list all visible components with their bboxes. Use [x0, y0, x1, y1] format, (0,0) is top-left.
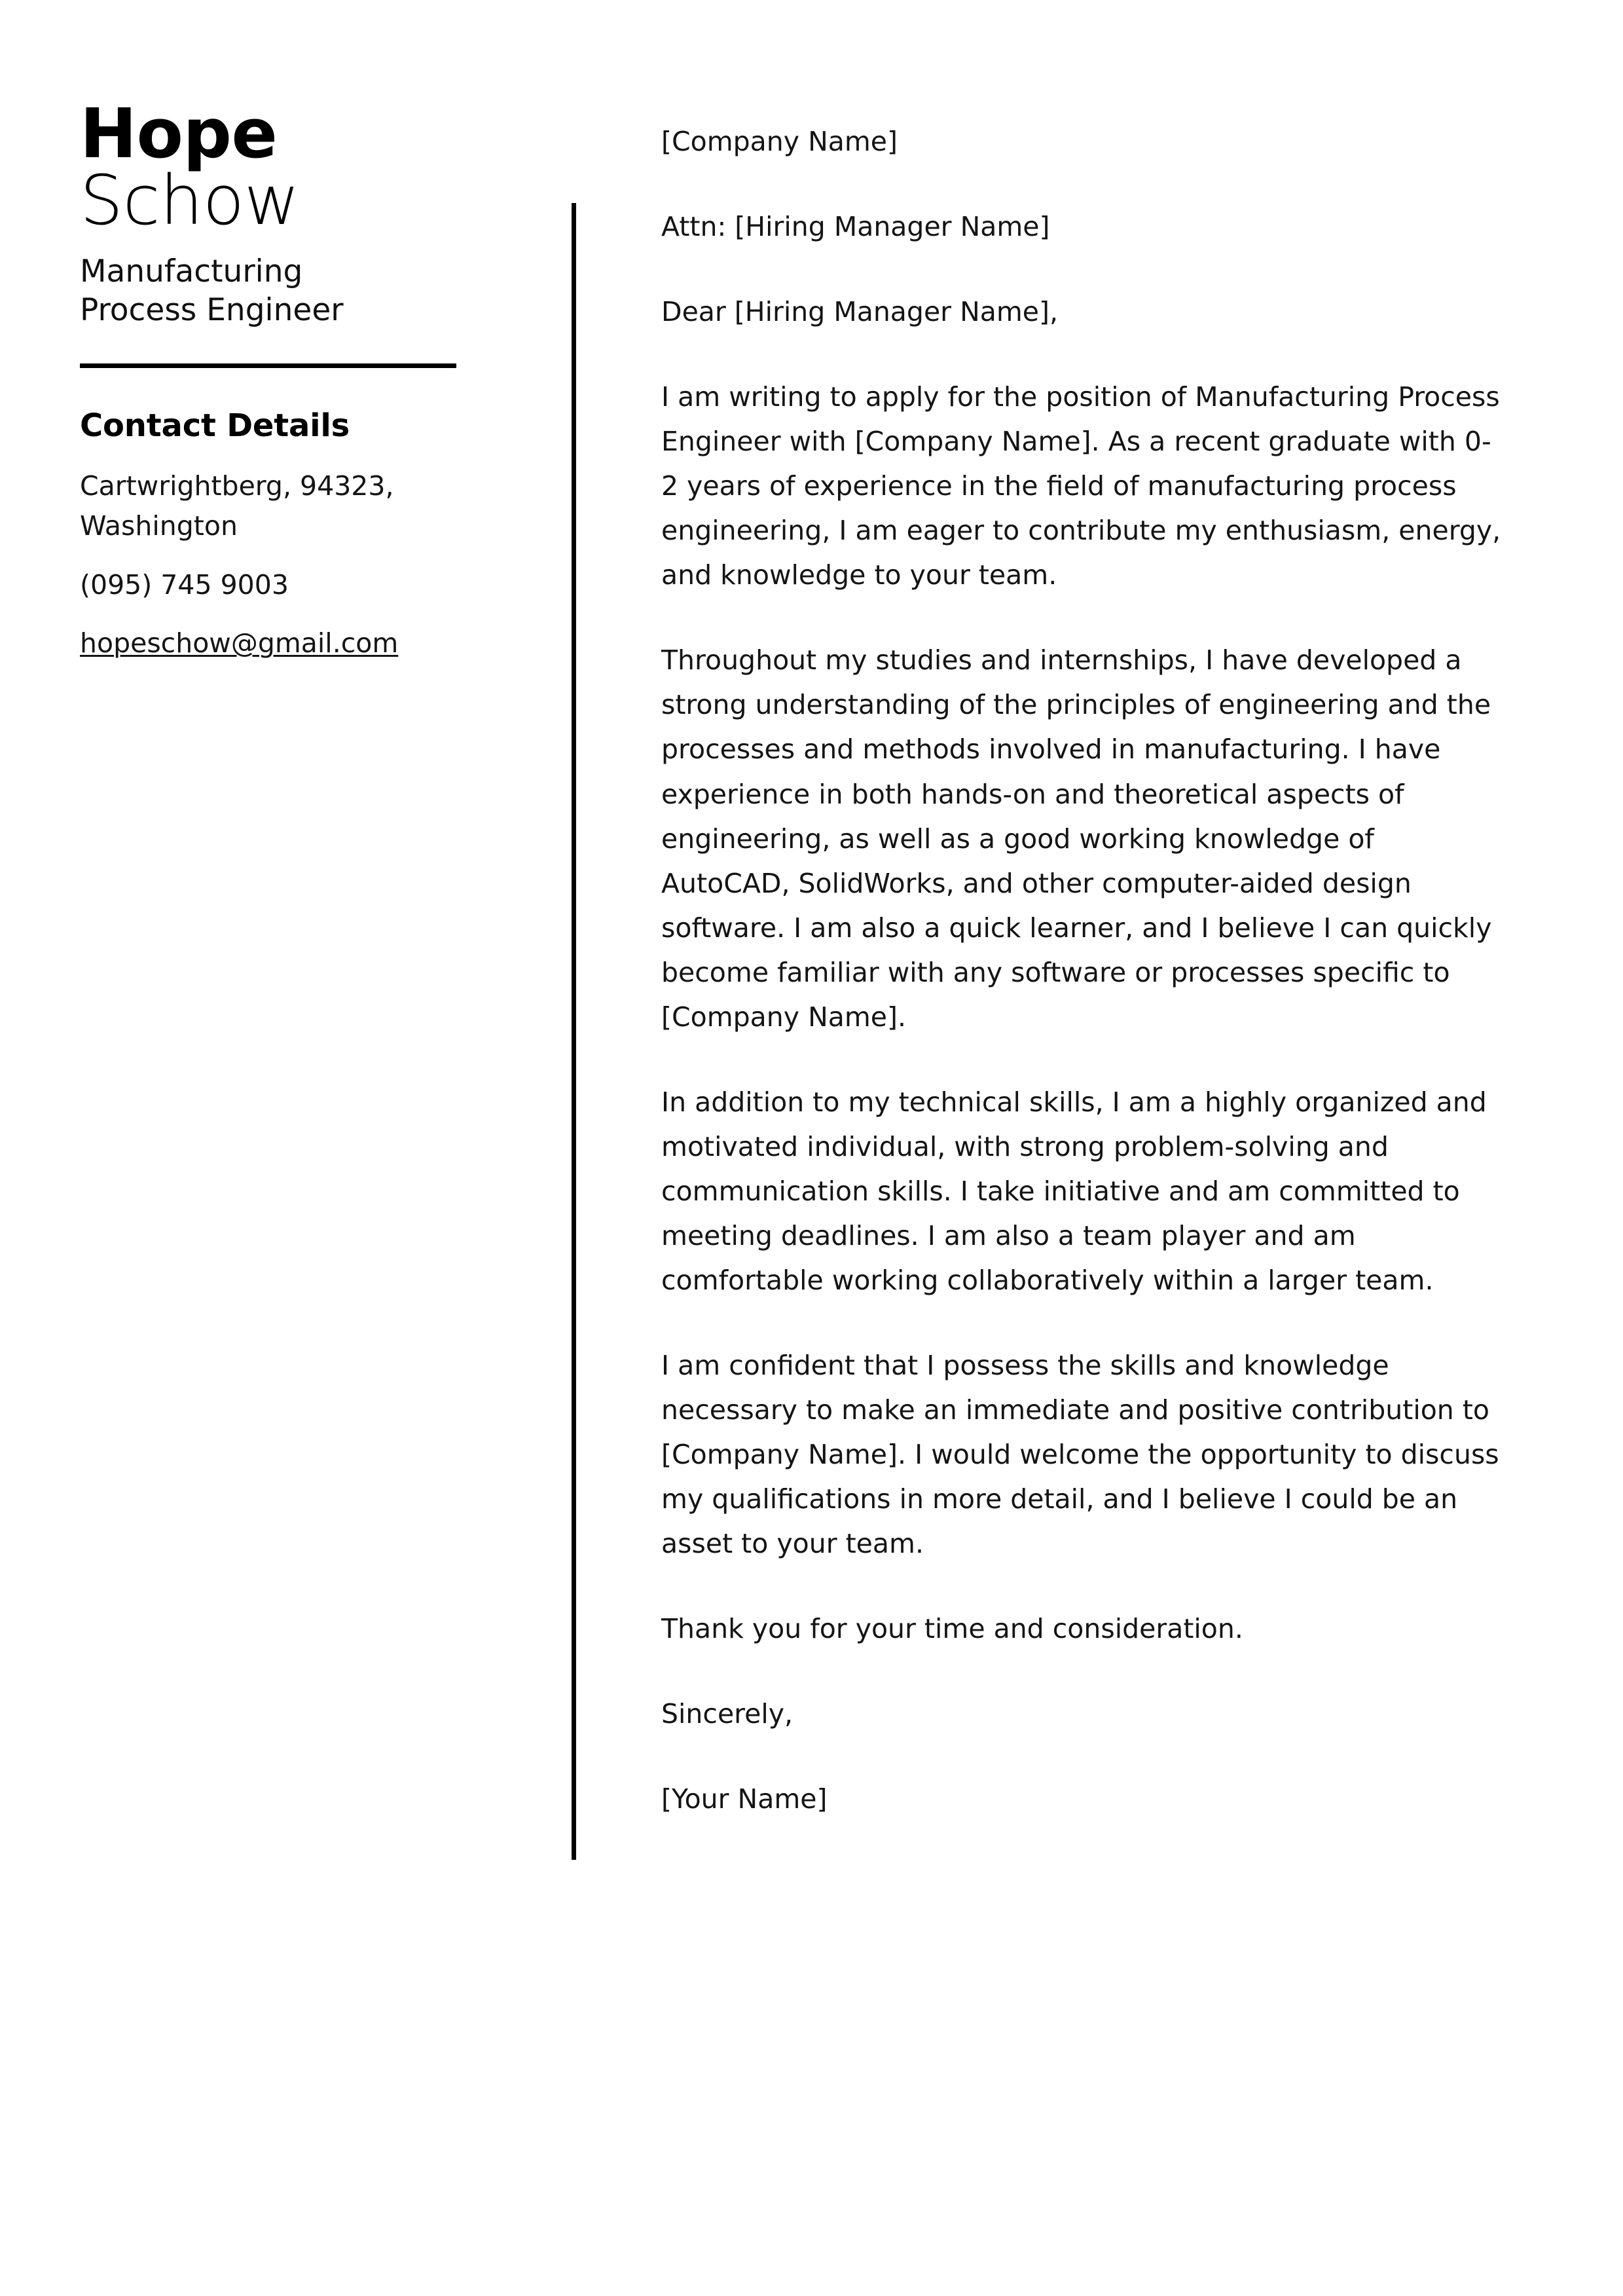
letter-company-line: [Company Name] [661, 126, 898, 157]
sidebar-divider-rule [80, 363, 456, 368]
letter-paragraph: I am writing to apply for the position of Manufacturing Process Engineer with [Company Name]. As a recent graduate with 0-2 years of experience in the field of manufacturing process engineering, I am eager to contribute my enthusiasm, energy, and knowledge to your team. [661, 381, 1501, 591]
candidate-last-name: Schow [80, 160, 300, 241]
contact-details-list [80, 466, 473, 664]
candidate-name [80, 94, 473, 241]
letter-body [661, 119, 1506, 1821]
contact-email-link[interactable]: hopeschow@gmail.com [80, 627, 399, 659]
contact-phone: (095) 745 9003 [80, 568, 289, 601]
letter-attn-line: Attn: [Hiring Manager Name] [661, 211, 1050, 243]
letter-closing: Sincerely, [661, 1698, 793, 1730]
contact-email-item [80, 623, 407, 664]
letter-paragraph: In addition to my technical skills, I am a highly organized and motivated individual, with strong problem-solving and communication skills. I take initiative and am committed to meeting deadlines. I am also a team player and am comfortable working collaboratively within a larger team. [661, 1086, 1487, 1296]
sidebar [80, 94, 473, 664]
letter-signature: [Your Name] [661, 1783, 828, 1815]
contact-details-heading: Contact Details [80, 407, 350, 444]
letter-paragraph: I am confident that I possess the skills and knowledge necessary to make an immediate and positive contribution to [Company Name]. I would welcome the opportunity to discuss my qualifications in more detail, and I believe I could be an asset to your team. [661, 1350, 1499, 1560]
letter-paragraph: Throughout my studies and internships, I have developed a strong understanding of the principles of engineering and the processes and methods involved in manufacturing. I have experience in both hands-on and theoretical aspects of engineering, as well as a good working knowledge of AutoCAD, SolidWorks, and other computer-aided design software. I am also a quick learner, and I believe I can quickly become familiar with any software or processes specific to [Company Name]. [661, 644, 1492, 1033]
column-divider [572, 203, 576, 1860]
candidate-first-name: Hope [80, 94, 278, 174]
letter-thanks-line: Thank you for your time and consideration. [661, 1613, 1243, 1645]
contact-address: Cartwrightberg, 94323, Washington [80, 470, 394, 542]
job-title: Manufacturing Process Engineer [80, 253, 344, 328]
letter-salutation: Dear [Hiring Manager Name], [661, 296, 1059, 328]
